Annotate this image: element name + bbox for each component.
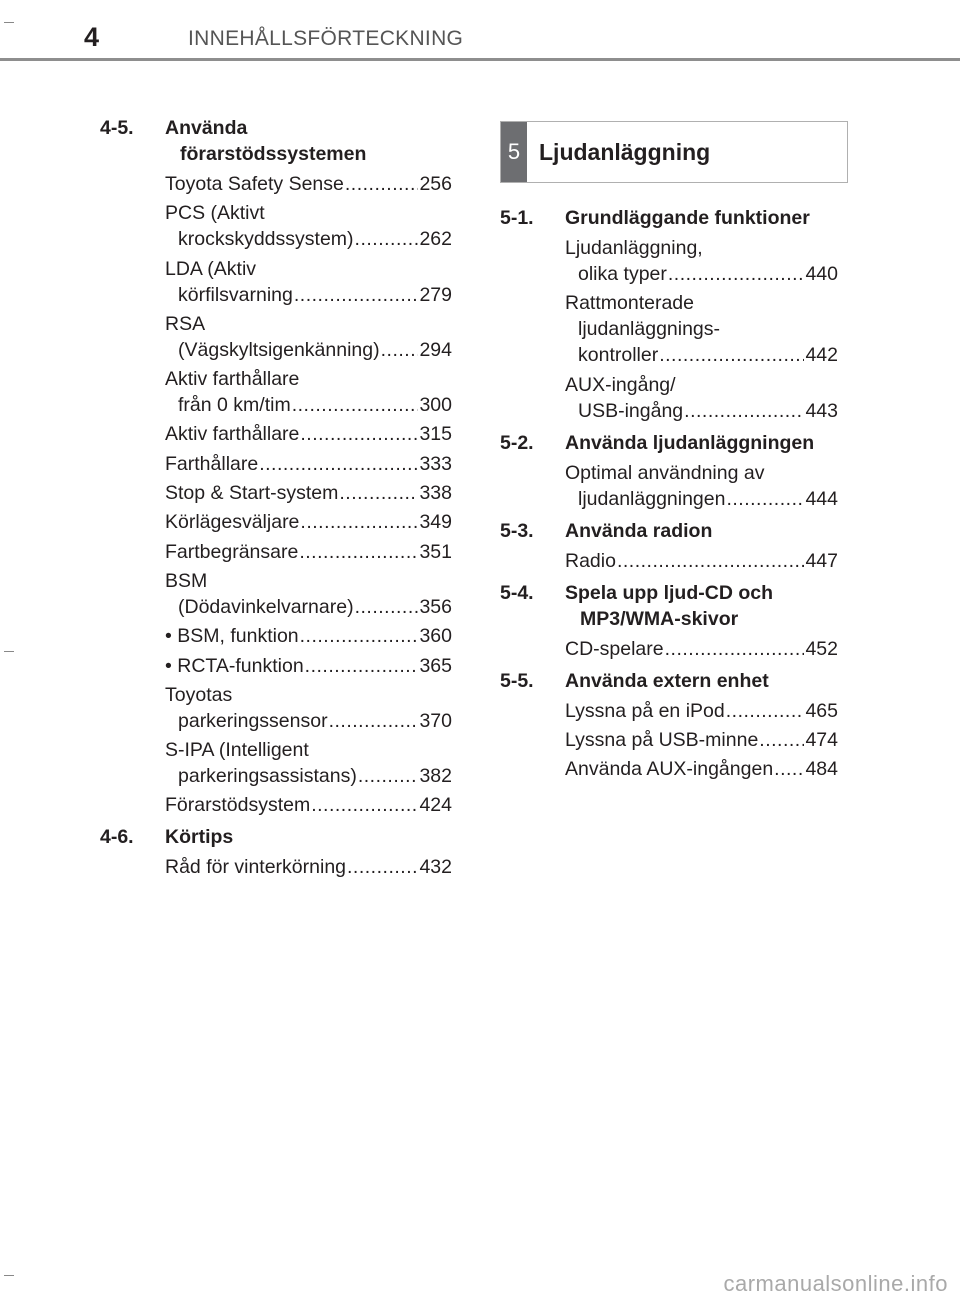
toc-entry-list	[100, 171, 452, 818]
toc-entry-text: BSM	[165, 569, 208, 592]
toc-entry-text: körfilsvarning	[178, 283, 293, 306]
toc-entry-text: PCS (Aktivt	[165, 202, 265, 225]
crop-mark	[4, 651, 14, 652]
dot-leader	[358, 763, 419, 789]
dot-leader	[292, 392, 419, 418]
dot-leader	[381, 337, 419, 363]
toc-entry-text: ljudanläggningen	[578, 487, 726, 510]
dot-leader	[339, 480, 418, 506]
toc-entry-text: Använda AUX-ingången	[565, 758, 774, 781]
toc-page-number: 452	[805, 637, 838, 660]
toc-page-number: 349	[419, 511, 452, 534]
toc-section-heading	[500, 205, 838, 231]
dot-leader	[665, 636, 805, 662]
toc-page-number: 474	[805, 728, 838, 751]
toc-entry[interactable]	[165, 480, 452, 506]
toc-page-number: 365	[419, 654, 452, 677]
toc-entry[interactable]	[165, 792, 452, 818]
dot-leader	[311, 792, 418, 818]
toc-entry[interactable]	[565, 460, 838, 512]
toc-entry-text: • RCTA-funktion	[165, 654, 304, 677]
section-title-line: förarstödssystemen	[180, 143, 367, 165]
footer-watermark: carmanualsonline.info	[723, 1271, 948, 1296]
section-title	[565, 668, 838, 694]
toc-entry-text: Toyotas	[165, 683, 233, 706]
toc-page-number: 279	[419, 283, 452, 306]
dot-leader	[300, 421, 418, 447]
toc-page-number: 360	[419, 625, 452, 648]
toc-page-number: 356	[419, 595, 452, 618]
section-number: 4-6.	[100, 826, 134, 849]
toc-entry[interactable]	[165, 539, 452, 565]
section-title	[565, 580, 838, 632]
toc-page-number: 300	[419, 394, 452, 417]
chapter-header-box	[500, 121, 848, 183]
toc-entry-list	[100, 854, 452, 880]
toc-entry[interactable]	[165, 653, 452, 679]
dot-leader	[299, 539, 418, 565]
toc-page-number: 442	[805, 344, 838, 367]
toc-page-number: 424	[419, 794, 452, 817]
section-title: Körtips	[165, 826, 234, 849]
section-number: 5-2.	[500, 431, 534, 454]
toc-page-number: 432	[419, 856, 452, 879]
dot-leader	[726, 698, 805, 724]
toc-entry-text: Körlägesväljare	[165, 511, 300, 534]
toc-page-number: 484	[805, 758, 838, 781]
toc-entry[interactable]	[565, 636, 838, 662]
toc-entry-text: Rattmonterade	[565, 292, 694, 315]
toc-entry-text: USB-ingång	[578, 399, 684, 422]
toc-entry-text: krockskyddssystem)	[178, 228, 354, 251]
section-title-line: Använda radion	[565, 519, 713, 542]
toc-page-number: 443	[805, 399, 838, 422]
dot-leader	[300, 623, 419, 649]
dot-leader	[668, 261, 805, 287]
toc-right-column	[500, 205, 838, 785]
toc-section-heading	[100, 115, 452, 167]
toc-section-heading	[500, 430, 838, 456]
dot-leader	[726, 486, 804, 512]
toc-entry[interactable]	[165, 737, 452, 789]
toc-page-number: 447	[805, 549, 838, 572]
section-title	[565, 518, 838, 544]
toc-entry[interactable]	[565, 548, 838, 574]
dot-leader	[345, 171, 419, 197]
toc-left-column	[100, 115, 452, 884]
section-number: 4-5.	[100, 117, 134, 139]
toc-entry-text: Toyota Safety Sense	[165, 173, 344, 195]
dot-leader	[774, 756, 804, 782]
toc-page-number: 333	[419, 452, 452, 475]
dot-leader	[355, 594, 419, 620]
toc-entry-text: Förarstödsystem	[165, 794, 311, 817]
dot-leader	[300, 509, 418, 535]
page-number: 4	[84, 22, 100, 52]
section-number: 5-5.	[500, 669, 534, 692]
dot-leader	[659, 342, 804, 368]
section-title-line: Grundläggande funktioner	[565, 207, 810, 229]
toc-entry-text: Lyssna på USB-minne	[565, 728, 759, 751]
toc-entry-text: (Vägskyltsigenkänning)	[178, 338, 380, 361]
chapter-title: Ljudanläggning	[539, 138, 711, 165]
toc-entry-text: AUX-ingång/	[565, 373, 676, 396]
dot-leader	[684, 398, 804, 424]
toc-entry[interactable]	[165, 421, 452, 447]
toc-entry-text: Optimal användning av	[565, 461, 765, 484]
toc-entry-text: parkeringssensor	[178, 709, 328, 732]
toc-entry[interactable]	[165, 366, 452, 418]
section-title-line: Använda	[165, 117, 248, 139]
toc-entry[interactable]	[165, 568, 452, 620]
toc-section-heading	[500, 518, 838, 544]
section-title-line: Använda extern enhet	[565, 669, 769, 692]
toc-page-number: 351	[419, 540, 452, 563]
toc-entry-text: (Dödavinkelvarnare)	[178, 595, 354, 618]
toc-section-heading	[100, 824, 452, 850]
toc-entry-text: Farthållare	[165, 452, 259, 475]
toc-entry-text: • BSM, funktion	[165, 625, 299, 648]
toc-entry[interactable]	[165, 171, 452, 197]
dot-leader	[329, 708, 419, 734]
header-title: INNEHÅLLSFÖRTECKNING	[188, 27, 464, 50]
toc-section-heading	[500, 580, 838, 632]
toc-page-number: 382	[419, 765, 452, 788]
toc-entry-text: Råd för vinterkörning	[165, 856, 347, 879]
dot-leader	[347, 854, 418, 880]
page-header	[0, 0, 960, 62]
toc-entry[interactable]	[165, 623, 452, 649]
section-title-line: MP3/WMA-skivor	[580, 607, 739, 630]
dot-leader	[259, 451, 418, 477]
toc-page-number: 440	[805, 263, 838, 285]
section-number: 5-1.	[500, 207, 534, 229]
toc-entry-text: Aktiv farthållare	[165, 423, 300, 446]
section-title-line: Spela upp ljud-CD och	[565, 581, 773, 604]
dot-leader	[294, 282, 419, 308]
dot-leader	[617, 548, 805, 574]
toc-entry[interactable]	[165, 854, 452, 880]
toc-entry[interactable]	[165, 451, 452, 477]
toc-entry-text: Aktiv farthållare	[165, 368, 300, 391]
section-title	[165, 115, 452, 167]
crop-mark	[4, 1275, 14, 1276]
dot-leader	[305, 653, 419, 679]
toc-entry-text: Stop & Start-system	[165, 482, 339, 505]
toc-entry[interactable]	[165, 200, 452, 252]
toc-page-number: 338	[419, 482, 452, 505]
toc-entry-text: CD-spelare	[565, 637, 664, 660]
toc-page-number: 294	[419, 338, 452, 361]
toc-entry[interactable]	[565, 372, 838, 424]
toc-entry-text: RSA	[165, 312, 206, 335]
toc-entry-text: Radio	[565, 549, 616, 572]
toc-entry[interactable]	[565, 698, 838, 724]
header-divider	[0, 58, 960, 61]
section-number: 5-3.	[500, 519, 534, 542]
chapter-number: 5	[501, 122, 527, 182]
toc-entry-text: Ljudanläggning,	[565, 237, 703, 259]
toc-entry-text: S-IPA (Intelligent	[165, 739, 309, 762]
toc-entry[interactable]	[565, 290, 838, 368]
toc-entry[interactable]	[165, 509, 452, 535]
toc-entry[interactable]	[165, 682, 452, 734]
section-number: 5-4.	[500, 581, 534, 604]
toc-entry[interactable]	[565, 235, 838, 287]
section-title	[565, 430, 838, 456]
toc-page-number: 256	[419, 173, 452, 195]
toc-entry-text: Fartbegränsare	[165, 540, 299, 563]
toc-entry[interactable]	[565, 727, 838, 753]
dot-leader	[759, 727, 804, 753]
toc-page-number: 315	[419, 423, 452, 446]
toc-entry-text: kontroller	[578, 344, 659, 367]
section-title-line: Använda ljudanläggningen	[565, 431, 815, 454]
toc-entry-text: olika typer	[578, 263, 667, 285]
toc-page-number: 262	[419, 228, 452, 251]
crop-mark	[4, 22, 14, 23]
toc-entry[interactable]	[565, 756, 838, 782]
toc-section-heading	[500, 668, 838, 694]
toc-entry-text: Lyssna på en iPod	[565, 699, 725, 722]
toc-entry-text: LDA (Aktiv	[165, 257, 257, 280]
dot-leader	[355, 226, 419, 252]
toc-entry-text: ljudanläggnings-	[578, 318, 721, 341]
toc-page-number: 370	[419, 709, 452, 732]
toc-entry-text: från 0 km/tim	[178, 394, 291, 417]
section-title	[565, 205, 838, 231]
toc-entry[interactable]	[165, 311, 452, 363]
toc-page-number: 444	[805, 487, 838, 510]
toc-page-number: 465	[805, 699, 838, 722]
toc-entry[interactable]	[165, 256, 452, 308]
toc-entry-text: parkeringsassistans)	[178, 765, 357, 788]
